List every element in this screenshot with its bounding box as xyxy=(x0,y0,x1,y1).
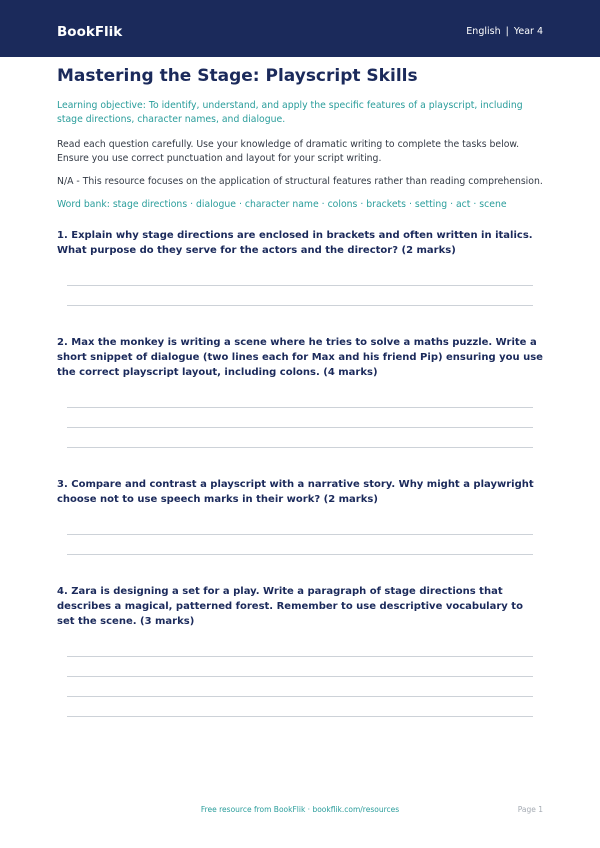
answer-line[interactable] xyxy=(67,696,533,697)
footer-credit-link[interactable]: Free resource from BookFlik · bookflik.com/resources xyxy=(200,805,400,814)
brand-logo[interactable]: BookFlik xyxy=(57,24,123,40)
answer-line[interactable] xyxy=(67,305,533,306)
resource-note: N/A - This resource focuses on the application of structural features rather than reading comprehension. xyxy=(57,176,543,187)
answer-line[interactable] xyxy=(67,716,533,717)
header-bar xyxy=(0,0,600,57)
answer-line[interactable] xyxy=(67,285,533,286)
answer-line[interactable] xyxy=(67,676,533,677)
header-meta xyxy=(466,24,543,40)
subject-label: English xyxy=(466,26,501,37)
worksheet-title: Mastering the Stage: Playscript Skills xyxy=(57,66,418,86)
answer-line[interactable] xyxy=(67,447,533,448)
answer-line[interactable] xyxy=(67,534,533,535)
answer-line[interactable] xyxy=(67,407,533,408)
instructions: Read each question carefully. Use your knowledge of dramatic writing to complete the tasks below. Ensure you use correct punctuation and layout for your script writing. xyxy=(57,139,520,164)
question-4: 4. Zara is designing a set for a play. Write a paragraph of stage directions that describes a magical, patterned forest. Remember to use descriptive vocabulary to set the scene. (3 marks) xyxy=(57,586,523,627)
learning-objective: Learning objective: To identify, understand, and apply the specific features of a playscript, including stage directions, character names, and dialogue. xyxy=(57,100,523,125)
answer-area-3[interactable] xyxy=(67,534,533,555)
question-1: 1. Explain why stage directions are enclosed in brackets and often written in italics. What purpose do they serve for the actors and the director? (2 marks) xyxy=(57,230,533,256)
answer-line[interactable] xyxy=(67,554,533,555)
year-label: Year 4 xyxy=(513,26,543,37)
question-2: 2. Max the monkey is writing a scene where he tries to solve a maths puzzle. Write a short snippet of dialogue (two lines each for Max and his friend Pip) ensuring you use the correct playscript layout, including colons. (4 marks) xyxy=(57,337,543,378)
answer-area-1[interactable] xyxy=(67,285,533,306)
worksheet-body xyxy=(57,63,543,717)
answer-area-4[interactable] xyxy=(67,656,533,717)
answer-area-2[interactable] xyxy=(67,407,533,448)
answer-line[interactable] xyxy=(67,427,533,428)
page-footer xyxy=(0,803,600,817)
meta-separator: | xyxy=(505,26,509,37)
word-bank: Word bank: stage directions · dialogue · character name · colons · brackets · setting · act · scene xyxy=(57,199,507,210)
page-number: Page 1 xyxy=(517,805,543,814)
answer-line[interactable] xyxy=(67,656,533,657)
question-3: 3. Compare and contrast a playscript with a narrative story. Why might a playwright choose not to use speech marks in their work? (2 marks) xyxy=(57,479,534,505)
